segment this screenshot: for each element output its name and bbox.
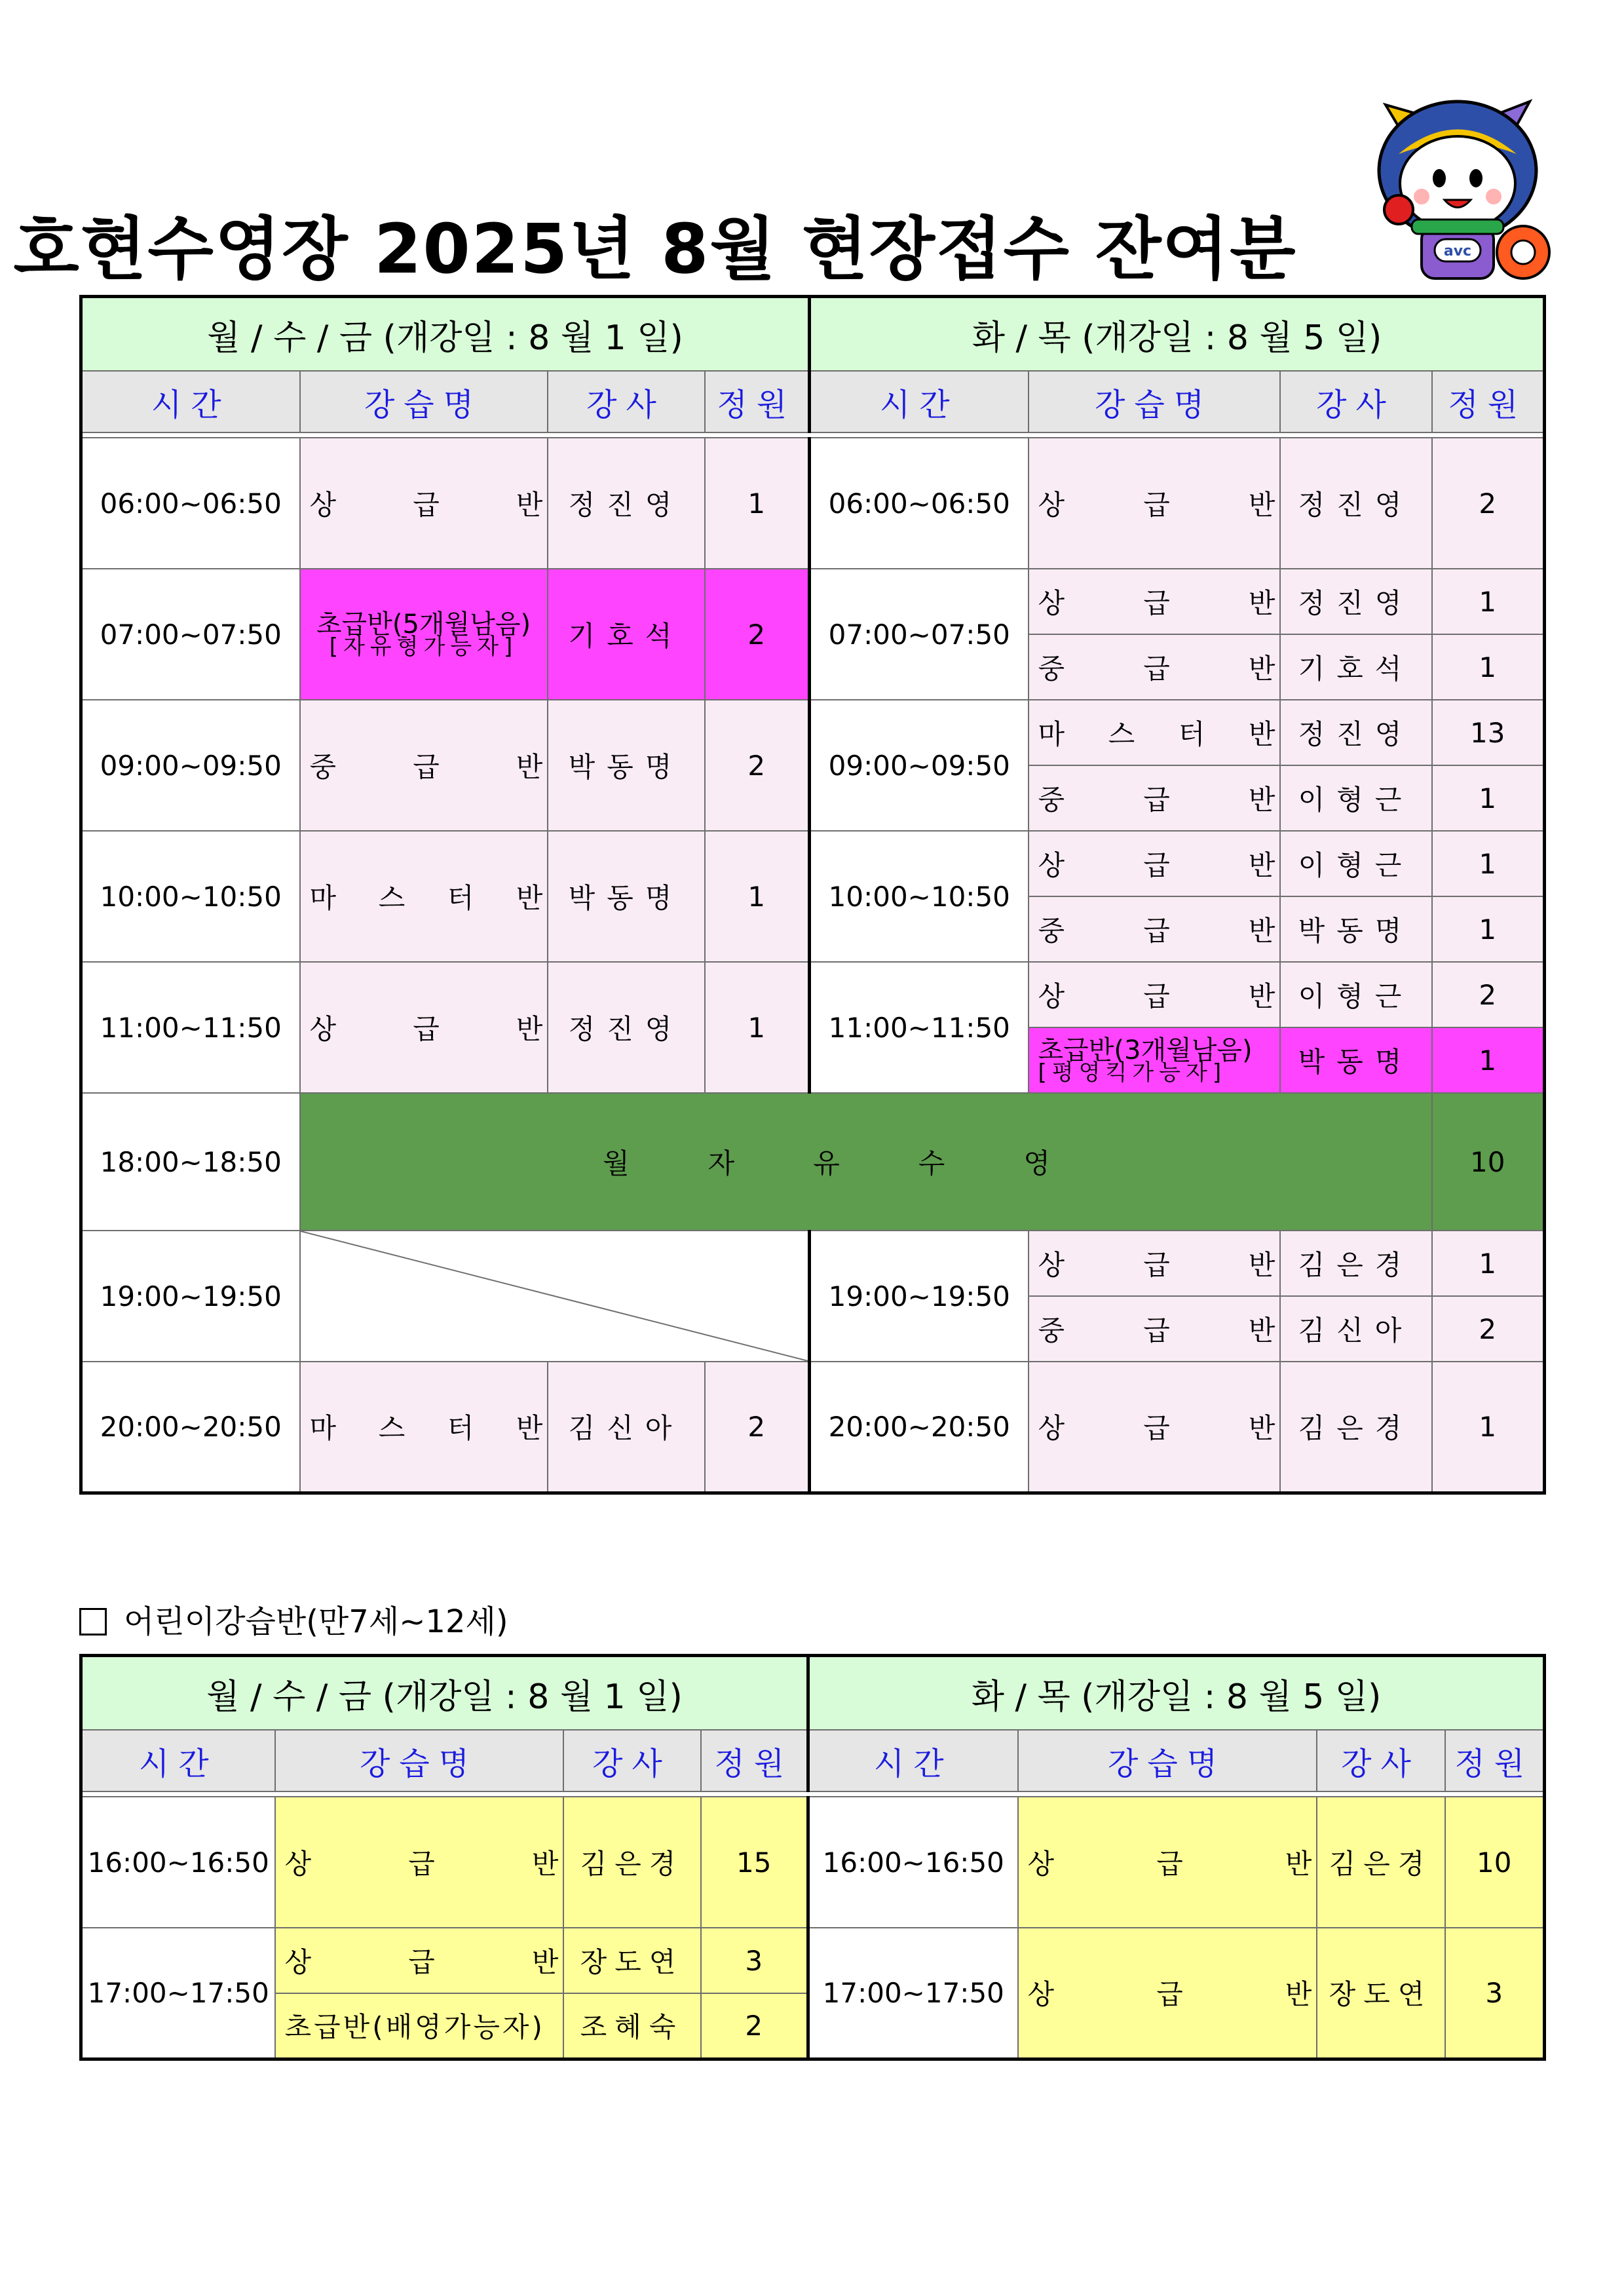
time-cell: 19:00~19:50 [810, 1231, 1029, 1362]
capacity-cell: 2 [1432, 962, 1545, 1027]
instructor-cell: 정진영 [1280, 569, 1432, 634]
capacity-cell: 2 [1432, 438, 1545, 569]
class-name [1029, 438, 1280, 569]
time-cell: 16:00~16:50 [808, 1797, 1018, 1928]
class-name-text: 마 스 터 반 [309, 882, 543, 914]
instructor-cell: 조혜숙 [563, 1993, 701, 2059]
instructor-cell: 정진영 [548, 962, 705, 1093]
instructor-cell: 장도연 [563, 1928, 701, 1993]
class-name-text: 초급반(5개월남음) [316, 609, 531, 640]
instructor-cell: 이형근 [1280, 831, 1432, 896]
instructor-cell: 김은경 [1280, 1231, 1432, 1296]
class-name-text: 상 급 반 [1038, 489, 1275, 521]
page-title: 호현수영장 2025년 8월 현장접수 잔여분 [13, 209, 1297, 289]
instructor-cell: 정진영 [1280, 438, 1432, 569]
class-note: [자유형가능자] [329, 634, 518, 660]
class-name: 초급반(배영가능자) [275, 1993, 563, 2059]
instructor-cell: 기호석 [548, 569, 705, 700]
col-instructor: 강사 [548, 371, 705, 432]
class-name [1029, 765, 1280, 831]
capacity-cell: 3 [701, 1928, 808, 1993]
col-capacity: 정원 [1432, 371, 1545, 432]
capacity-cell: 2 [705, 1362, 810, 1493]
instructor-cell: 김신아 [548, 1362, 705, 1493]
time-cell: 17:00~17:50 [81, 1928, 275, 2059]
capacity-cell: 15 [701, 1797, 808, 1928]
capacity-cell: 1 [1432, 1231, 1545, 1296]
capacity-cell: 1 [1432, 831, 1545, 896]
diagonal-line [301, 1231, 808, 1361]
class-name [1029, 569, 1280, 634]
class-name [300, 700, 548, 831]
time-cell: 07:00~07:50 [810, 569, 1029, 700]
time-cell: 06:00~06:50 [810, 438, 1029, 569]
class-name-text: 상 급 반 [1027, 1978, 1312, 2011]
class-name-text: 초급반(3개월남음) [1038, 1035, 1253, 1065]
class-name-text: 상 급 반 [1038, 587, 1275, 619]
class-name [1029, 831, 1280, 896]
instructor-cell: 박동명 [548, 831, 705, 962]
class-name-highlight [1029, 1027, 1280, 1093]
mascot-logo [1359, 92, 1556, 295]
time-cell: 07:00~07:50 [81, 569, 300, 700]
col-time: 시간 [810, 371, 1029, 432]
capacity-cell: 10 [1432, 1093, 1545, 1231]
capacity-cell: 1 [705, 962, 810, 1093]
capacity-cell: 2 [1432, 1296, 1545, 1362]
instructor-cell: 장도연 [1317, 1928, 1445, 2059]
instructor-cell: 기호석 [1280, 634, 1432, 700]
class-name-highlight [300, 569, 548, 700]
class-name-text: 마 스 터 반 [309, 1412, 543, 1445]
instructor-cell: 김은경 [1317, 1797, 1445, 1928]
class-name-text: 상 급 반 [1038, 980, 1275, 1012]
class-name-text: 중 급 반 [309, 751, 543, 783]
col-class: 강습명 [1018, 1730, 1317, 1791]
capacity-cell: 2 [701, 1993, 808, 2059]
instructor-cell: 김은경 [1280, 1362, 1432, 1493]
kids-section-title [79, 1599, 508, 1645]
free-swim-banner: 월자유수영 [300, 1093, 1432, 1231]
capacity-cell: 3 [1445, 1928, 1545, 2059]
class-name-text: 상 급 반 [309, 489, 543, 521]
time-cell: 10:00~10:50 [81, 831, 300, 962]
time-cell: 19:00~19:50 [81, 1231, 300, 1362]
kids-left-header: 월 / 수 / 금 (개강일 : 8 월 1 일) [81, 1656, 808, 1731]
class-name-text: 중 급 반 [1038, 1314, 1275, 1347]
instructor-cell: 김신아 [1280, 1296, 1432, 1362]
capacity-cell: 13 [1432, 700, 1545, 765]
class-name-text: 상 급 반 [1027, 1848, 1312, 1880]
time-cell: 11:00~11:50 [810, 962, 1029, 1093]
class-name [1029, 962, 1280, 1027]
capacity-cell: 1 [705, 831, 810, 962]
col-time: 시간 [808, 1730, 1018, 1791]
class-name-text: 중 급 반 [1038, 915, 1275, 947]
class-name [275, 1797, 563, 1928]
time-cell: 18:00~18:50 [81, 1093, 300, 1231]
capacity-cell: 1 [1432, 1362, 1545, 1493]
class-name-text: 중 급 반 [1038, 653, 1275, 685]
time-cell: 17:00~17:50 [808, 1928, 1018, 2059]
class-name [1029, 896, 1280, 962]
checkbox-square-icon [79, 1608, 107, 1636]
col-capacity: 정원 [1445, 1730, 1545, 1791]
class-name [300, 962, 548, 1093]
capacity-cell: 1 [1432, 569, 1545, 634]
adult-left-header: 월 / 수 / 금 (개강일 : 8 월 1 일) [81, 297, 810, 372]
instructor-cell: 박동명 [548, 700, 705, 831]
class-name-text: 중 급 반 [1038, 784, 1275, 816]
class-name [1029, 1362, 1280, 1493]
capacity-cell: 1 [1432, 896, 1545, 962]
instructor-cell: 이형근 [1280, 962, 1432, 1027]
capacity-cell: 2 [705, 700, 810, 831]
class-name-text: 상 급 반 [1038, 1412, 1275, 1445]
time-cell: 09:00~09:50 [81, 700, 300, 831]
class-name [1029, 1296, 1280, 1362]
col-time: 시간 [81, 1730, 275, 1791]
kids-right-header: 화 / 목 (개강일 : 8 월 5 일) [808, 1656, 1545, 1731]
col-class: 강습명 [1029, 371, 1280, 432]
class-name-text: 상 급 반 [309, 1013, 543, 1045]
instructor-cell: 박동명 [1280, 896, 1432, 962]
time-cell: 06:00~06:50 [81, 438, 300, 569]
empty-slot [300, 1231, 810, 1362]
mascot-badge-text: avc [1443, 243, 1472, 259]
class-name [300, 438, 548, 569]
class-name-text: 마 스 터 반 [1038, 718, 1275, 750]
class-name [275, 1928, 563, 1993]
time-cell: 09:00~09:50 [810, 700, 1029, 831]
instructor-cell: 박동명 [1280, 1027, 1432, 1093]
capacity-cell: 10 [1445, 1797, 1545, 1928]
time-cell: 10:00~10:50 [810, 831, 1029, 962]
class-name [1029, 700, 1280, 765]
class-name [1029, 634, 1280, 700]
instructor-cell: 김은경 [563, 1797, 701, 1928]
class-name [300, 831, 548, 962]
kids-schedule-table [79, 1654, 1546, 2061]
col-instructor: 강사 [1317, 1730, 1445, 1791]
class-name-text: 상 급 반 [1038, 849, 1275, 881]
instructor-cell: 이형근 [1280, 765, 1432, 831]
col-class: 강습명 [300, 371, 548, 432]
capacity-cell: 1 [1432, 634, 1545, 700]
capacity-cell: 1 [1432, 1027, 1545, 1093]
time-cell: 16:00~16:50 [81, 1797, 275, 1928]
class-note: [평영킥가능자] [1038, 1060, 1227, 1086]
instructor-cell: 정진영 [1280, 700, 1432, 765]
class-name-text: 상 급 반 [284, 1848, 559, 1880]
col-class: 강습명 [275, 1730, 563, 1791]
class-name-text: 상 급 반 [284, 1946, 559, 1978]
time-cell: 20:00~20:50 [81, 1362, 300, 1493]
adult-schedule-table [79, 295, 1546, 1495]
col-capacity: 정원 [701, 1730, 808, 1791]
capacity-cell: 2 [705, 569, 810, 700]
instructor-cell: 정진영 [548, 438, 705, 569]
capacity-cell: 1 [705, 438, 810, 569]
time-cell: 11:00~11:50 [81, 962, 300, 1093]
adult-right-header: 화 / 목 (개강일 : 8 월 5 일) [810, 297, 1545, 372]
col-instructor: 강사 [1280, 371, 1432, 432]
capacity-cell: 1 [1432, 765, 1545, 831]
class-name [300, 1362, 548, 1493]
col-instructor: 강사 [563, 1730, 701, 1791]
class-name [1018, 1797, 1317, 1928]
class-name [1029, 1231, 1280, 1296]
col-capacity: 정원 [705, 371, 810, 432]
class-name-text: 상 급 반 [1038, 1249, 1275, 1281]
kids-section-label: 어린이강습반(만7세~12세) [124, 1603, 508, 1640]
time-cell: 20:00~20:50 [810, 1362, 1029, 1493]
class-name [1018, 1928, 1317, 2059]
col-time: 시간 [81, 371, 300, 432]
